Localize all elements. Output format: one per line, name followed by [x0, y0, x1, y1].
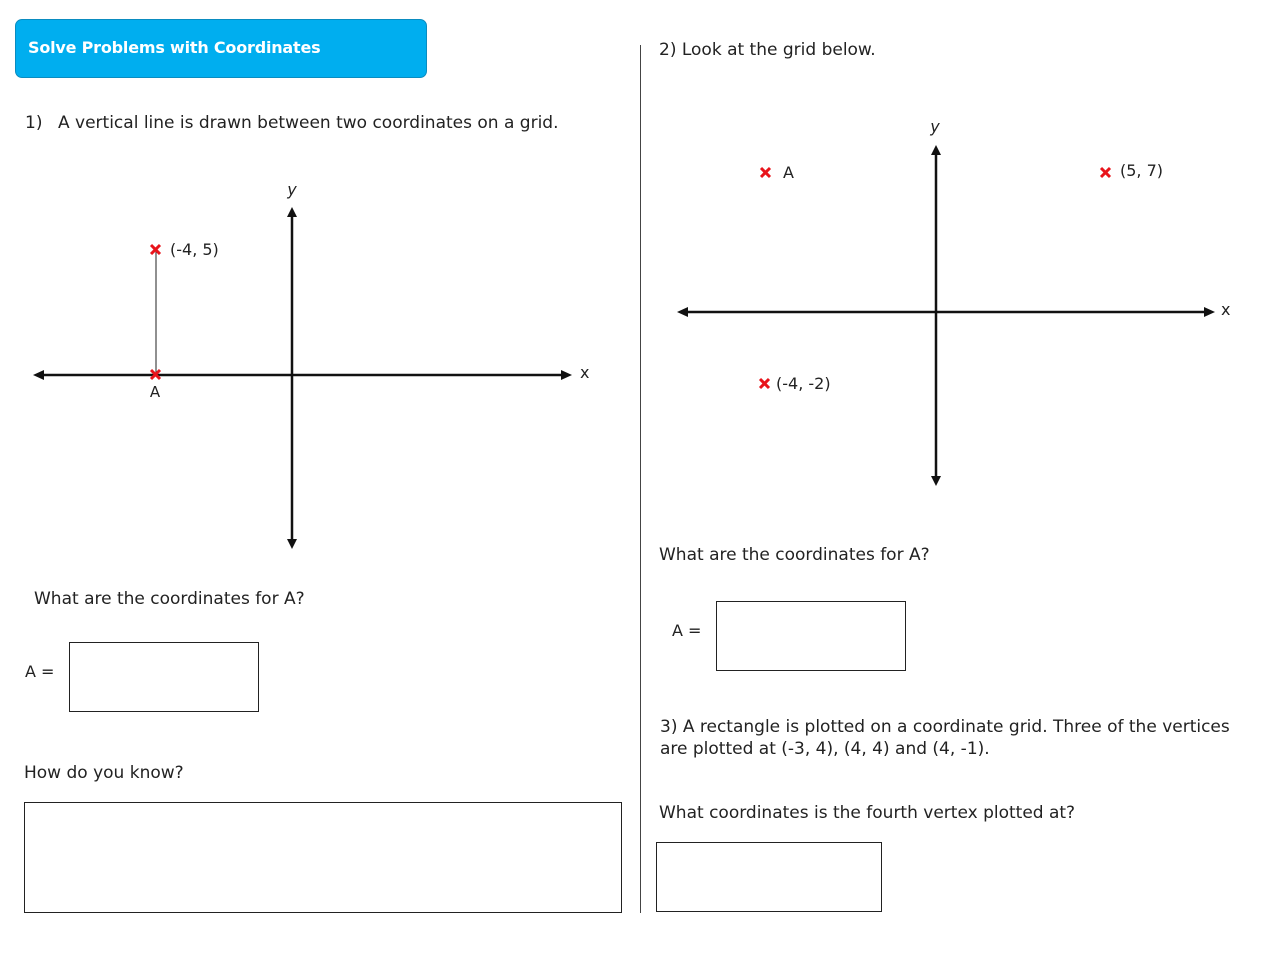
q2-point-c-marker: [760, 379, 769, 388]
q1-question: What are the coordinates for A?: [34, 589, 305, 609]
q2-y-label: y: [930, 117, 940, 136]
q2-x-arrow-left: [677, 307, 688, 317]
q1-y-label: y: [287, 180, 297, 199]
q1-answer-label: A =: [25, 662, 55, 681]
q1-point-label: (-4, 5): [170, 240, 219, 259]
q1-prompt: A vertical line is drawn between two coordinates on a grid.: [58, 113, 559, 133]
q2-point-c-label: (-4, -2): [776, 374, 831, 393]
q3-prompt: 3) A rectangle is plotted on a coordinate grid. Three of the vertices are plotted at (-3, 4), (4, 4) and (4, -1).: [660, 717, 1230, 759]
q2-x-arrow-right: [1204, 307, 1215, 317]
q2-question: What are the coordinates for A?: [659, 545, 930, 565]
q1-reason-prompt: How do you know?: [24, 763, 184, 783]
q1-point-a-label: A: [149, 383, 161, 401]
q2-answer-box[interactable]: [716, 601, 906, 671]
q2-point-b-label: (5, 7): [1120, 161, 1164, 180]
q2-answer-label: A =: [672, 621, 702, 640]
q2-y-arrow-up: [931, 145, 941, 155]
q3-answer-box[interactable]: [656, 842, 882, 912]
q2-point-a-label: A: [783, 163, 794, 182]
q2-x-label: x: [1221, 300, 1231, 319]
q2-y-arrow-down: [931, 476, 941, 486]
q2-point-a-marker: [761, 168, 770, 177]
q1-x-label: x: [580, 363, 590, 382]
q3-question: What coordinates is the fourth vertex plotted at?: [659, 803, 1076, 823]
q2-point-b-marker: [1101, 168, 1110, 177]
q1-number: 1): [25, 113, 43, 133]
q2-prompt: 2) Look at the grid below.: [659, 40, 876, 60]
page-title: Solve Problems with Coordinates: [28, 38, 321, 57]
